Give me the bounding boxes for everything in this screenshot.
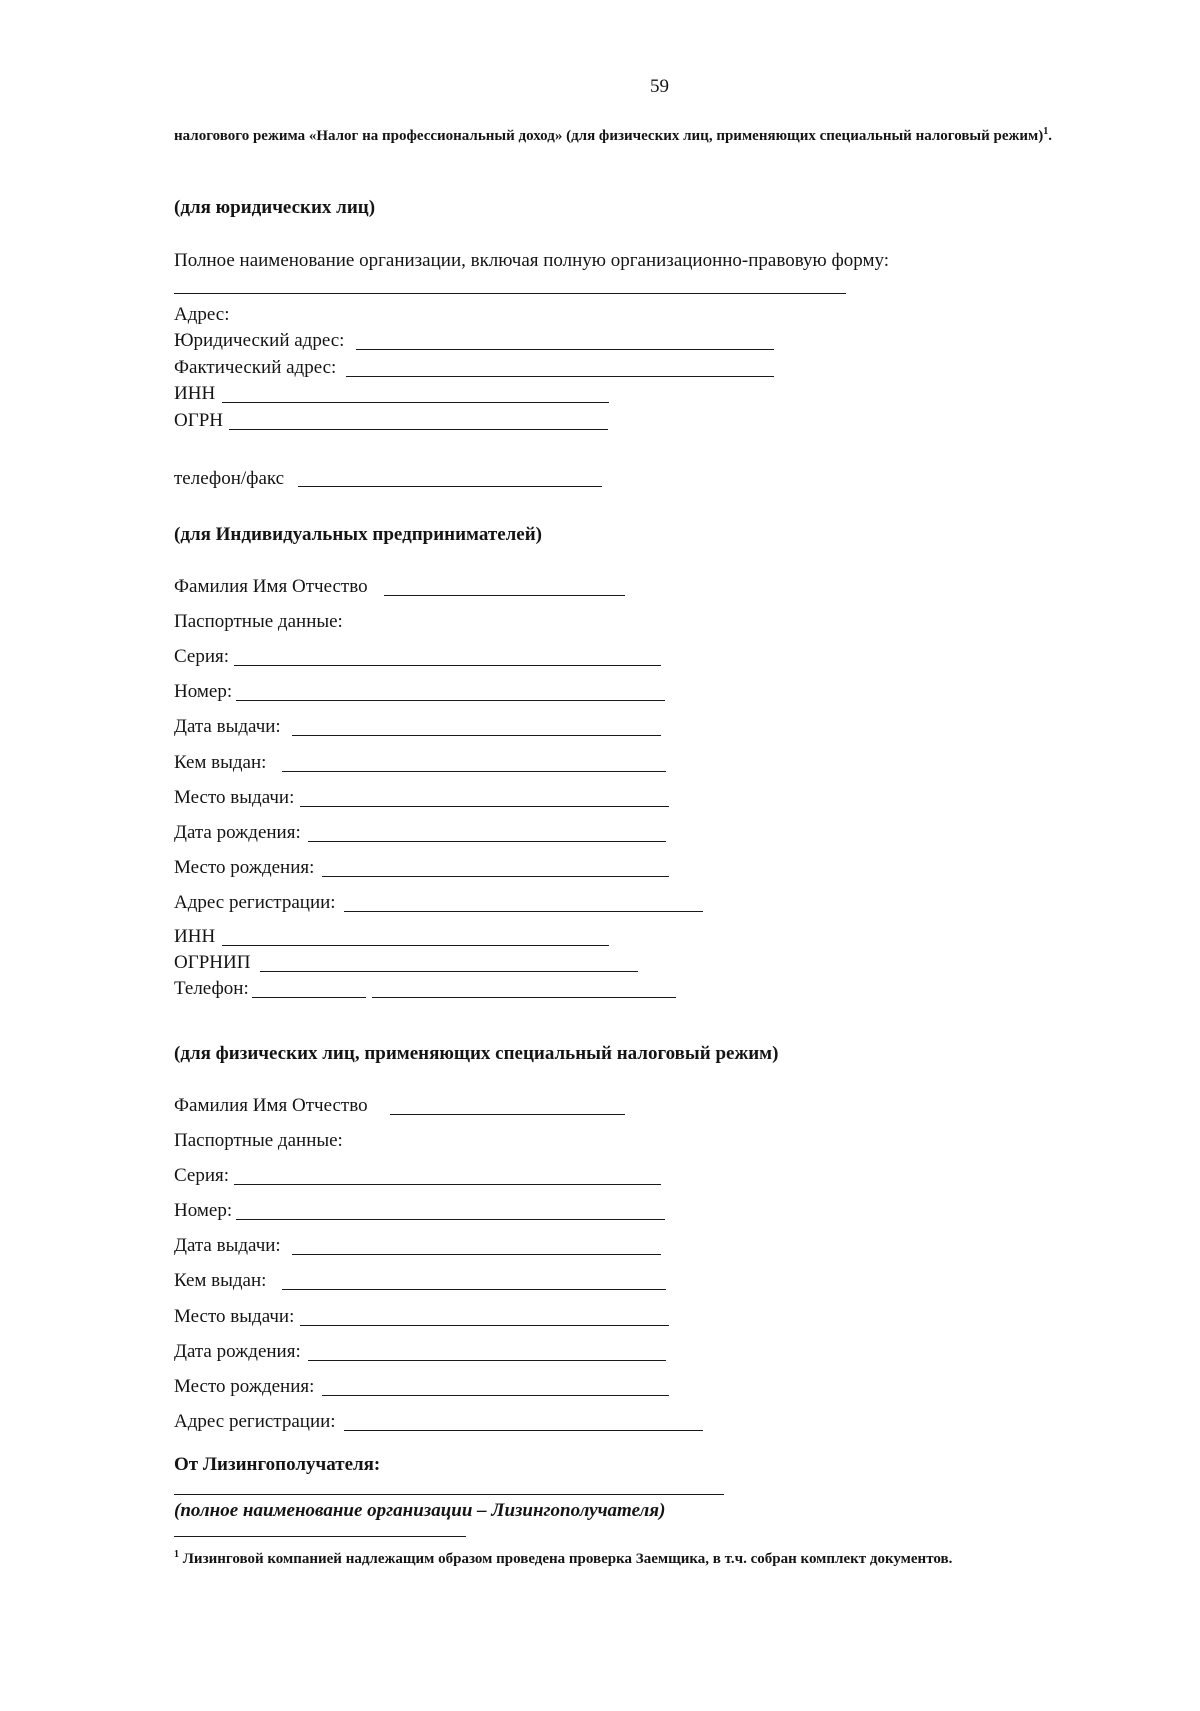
ie-birth-date-field[interactable]: [308, 841, 666, 842]
ie-birth-place-label: Место рождения:: [174, 857, 315, 878]
ie-phone-label: Телефон:: [174, 978, 249, 999]
ie-issue-date-label: Дата выдачи:: [174, 716, 281, 737]
se-birth-date-field[interactable]: [308, 1360, 666, 1361]
legal-address-label: Юридический адрес:: [174, 330, 345, 351]
ie-series-field[interactable]: [234, 665, 661, 666]
se-issue-place-label: Место выдачи:: [174, 1306, 295, 1327]
se-issue-date-field[interactable]: [292, 1254, 661, 1255]
org-full-name-label: Полное наименование организации, включая полную организационно-правовую форму:: [174, 250, 890, 271]
intro-paragraph: [174, 120, 1156, 148]
se-number-label: Номер:: [174, 1200, 233, 1221]
se-full-name-label: Фамилия Имя Отчество: [174, 1095, 368, 1116]
ie-number-field[interactable]: [236, 700, 665, 701]
ogrn-field[interactable]: [229, 429, 608, 430]
footnote-separator: [174, 1536, 466, 1537]
phone-fax-label: телефон/факс: [174, 468, 285, 489]
se-series-label: Серия:: [174, 1165, 230, 1186]
ie-issue-place-field[interactable]: [300, 806, 669, 807]
footnote-ref: 1: [1043, 126, 1049, 137]
ogrn-label: ОГРН: [174, 410, 223, 431]
intro-tail: .: [1048, 128, 1053, 144]
se-number-field[interactable]: [236, 1219, 665, 1220]
ie-full-name-label: Фамилия Имя Отчество: [174, 576, 368, 597]
page-number: 59: [650, 76, 669, 97]
se-series-field[interactable]: [234, 1184, 661, 1185]
ie-birth-date-label: Дата рождения:: [174, 822, 301, 843]
ie-passport-label: Паспортные данные:: [174, 611, 343, 632]
se-issue-date-label: Дата выдачи:: [174, 1235, 281, 1256]
ie-issue-date-field[interactable]: [292, 735, 661, 736]
actual-address-label: Фактический адрес:: [174, 357, 337, 378]
ie-inn-label: ИНН: [174, 926, 216, 947]
se-reg-address-label: Адрес регистрации:: [174, 1411, 336, 1432]
ie-issued-by-field[interactable]: [282, 771, 666, 772]
ie-reg-address-label: Адрес регистрации:: [174, 892, 336, 913]
ie-reg-address-field[interactable]: [344, 911, 703, 912]
footnote-marker: 1: [174, 1549, 179, 1560]
se-passport-label: Паспортные данные:: [174, 1130, 343, 1151]
ie-issued-by-label: Кем выдан:: [174, 752, 267, 773]
se-full-name-field[interactable]: [390, 1114, 625, 1115]
ie-ogrnip-field[interactable]: [260, 971, 638, 972]
org-full-name-field[interactable]: [174, 293, 846, 294]
inn-label: ИНН: [174, 383, 216, 404]
lessee-name-field[interactable]: [174, 1494, 724, 1495]
se-birth-place-label: Место рождения:: [174, 1376, 315, 1397]
legal-entities-heading: (для юридических лиц): [174, 197, 376, 218]
se-birth-place-field[interactable]: [322, 1395, 669, 1396]
address-label: Адрес:: [174, 304, 230, 325]
ie-inn-field[interactable]: [222, 945, 609, 946]
self-employed-heading: (для физических лиц, применяющих специальный налоговый режим): [174, 1043, 779, 1064]
se-birth-date-label: Дата рождения:: [174, 1341, 301, 1362]
ie-ogrnip-label: ОГРНИП: [174, 952, 251, 973]
se-issued-by-field[interactable]: [282, 1289, 666, 1290]
se-issued-by-label: Кем выдан:: [174, 1270, 267, 1291]
legal-address-field[interactable]: [356, 349, 774, 350]
ie-number-label: Номер:: [174, 681, 233, 702]
entrepreneurs-heading: (для Индивидуальных предпринимателей): [174, 524, 543, 545]
ie-series-label: Серия:: [174, 646, 230, 667]
se-issue-place-field[interactable]: [300, 1325, 669, 1326]
se-reg-address-field[interactable]: [344, 1430, 703, 1431]
footnote: [174, 1549, 952, 1568]
intro-text: налогового режима «Налог на профессиональный доход» (для физических лиц, применяющих специальный налоговый режим): [174, 128, 1044, 144]
ie-phone-field-code[interactable]: [252, 997, 366, 998]
lessee-caption: (полное наименование организации – Лизингополучателя): [174, 1500, 666, 1521]
lessee-heading: От Лизингополучателя:: [174, 1454, 381, 1475]
ie-birth-place-field[interactable]: [322, 876, 669, 877]
ie-issue-place-label: Место выдачи:: [174, 787, 295, 808]
ie-phone-field-number[interactable]: [372, 997, 676, 998]
phone-fax-field[interactable]: [298, 486, 602, 487]
actual-address-field[interactable]: [346, 376, 774, 377]
ie-full-name-field[interactable]: [384, 595, 625, 596]
inn-field[interactable]: [222, 402, 609, 403]
footnote-text: Лизинговой компанией надлежащим образом проведена проверка Заемщика, в т.ч. собран комплект документов.: [182, 1551, 953, 1567]
